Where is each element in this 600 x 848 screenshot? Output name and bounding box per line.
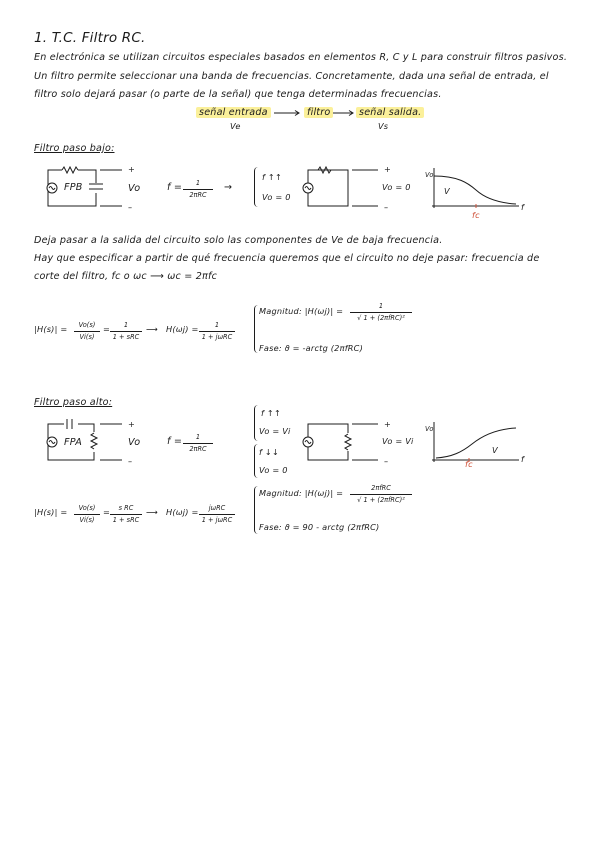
lp-mag-num: 1 bbox=[350, 301, 412, 313]
hp-tf-frac-1-num: Vo(s) bbox=[74, 503, 100, 515]
hp-tf-frac-3-den: 1 + jωRC bbox=[201, 516, 233, 524]
lp-tf-frac-2-den: 1 + sRC bbox=[112, 333, 140, 341]
hp-cutoff-num: 1 bbox=[183, 432, 213, 444]
lp-plus: + bbox=[128, 164, 136, 174]
lp-cutoff-lhs: f = bbox=[167, 182, 183, 193]
intro-line-3: filtro solo dejará pasar (o parte de la señal) que tenga determinadas frecuencias. bbox=[34, 89, 442, 100]
hp-tf-frac-1-den: Vi(s) bbox=[79, 516, 95, 524]
lp-arrow: → bbox=[224, 182, 233, 193]
hp-minus: – bbox=[128, 456, 133, 466]
lp-right-minus: – bbox=[384, 202, 389, 212]
hp-circuit-right-diagram bbox=[303, 424, 378, 460]
flow-filter: filtro bbox=[304, 107, 333, 118]
low-pass-heading: Filtro paso bajo: bbox=[34, 143, 115, 154]
hp-graph-fc: fc bbox=[465, 459, 473, 469]
lp-tf-frac-2-num: 1 bbox=[110, 320, 142, 332]
lp-mag-den: √ 1 + (2πfRC)² bbox=[357, 314, 405, 322]
lp-circuit-diagram bbox=[47, 164, 122, 206]
hp-graph-ylabel: Vo bbox=[425, 425, 434, 433]
hp-cutoff-lhs: f = bbox=[167, 436, 183, 447]
hp-mag-label: Magnitud: |H(ωj)| = bbox=[259, 488, 344, 498]
hp-tf-lhs: |H(s)| = bbox=[34, 507, 68, 517]
hp-plus: + bbox=[128, 419, 136, 429]
high-pass-heading: Filtro paso alto: bbox=[34, 397, 113, 408]
hp-out-label: Vo bbox=[128, 437, 141, 448]
hp-tf-hw: H(ωj) = bbox=[166, 507, 199, 517]
lp-tf-frac-1-den: Vi(s) bbox=[79, 333, 95, 341]
lp-graph-curve-label: V bbox=[444, 186, 450, 196]
hp-graph-xlabel: f bbox=[521, 454, 525, 464]
hp-cond1-line-1: f ↑↑ bbox=[261, 408, 282, 418]
hp-tf-eq: = bbox=[103, 507, 111, 517]
lp-mag-label: Magnitud: |H(ωj)| = bbox=[259, 306, 344, 316]
lp-cutoff-den: 2πRC bbox=[189, 191, 207, 199]
intro-line-1: En electrónica se utilizan circuitos especiales basados en elementos R, C y L para construir filtros pasivos. bbox=[34, 52, 568, 63]
hp-mag-den: √ 1 + (2πfRC)² bbox=[357, 496, 405, 504]
lp-tf-frac-1-num: Vo(s) bbox=[74, 320, 100, 332]
hp-cond1-line-2: Vo = Vi bbox=[259, 426, 291, 436]
lp-out-label: Vo bbox=[128, 183, 141, 194]
lp-out-value: Vo = 0 bbox=[382, 182, 411, 192]
intro-line-2: Un filtro permite seleccionar una banda de frecuencias. Concretamente, dada una señal de entrada, el bbox=[34, 71, 549, 82]
lp-phase: Fase: ϑ = -arctg (2πfRC) bbox=[259, 343, 363, 353]
hp-cutoff-den: 2πRC bbox=[189, 445, 207, 453]
lp-graph-ylabel: Vo bbox=[425, 171, 434, 179]
hp-cond2-line-1: f ↓↓ bbox=[259, 447, 280, 457]
flow-arrow-1 bbox=[274, 111, 299, 116]
lp-right-plus: + bbox=[384, 164, 392, 174]
lp-tf-lhs: |H(s)| = bbox=[34, 324, 68, 334]
hp-out-value: Vo = Vi bbox=[382, 436, 414, 446]
lp-graph-fc: fc bbox=[472, 210, 480, 220]
hp-graph-curve-label: V bbox=[492, 445, 498, 455]
lp-tf-hw: H(ωj) = bbox=[166, 324, 199, 334]
lp-desc-1: Deja pasar a la salida del circuito solo las componentes de Ve de baja frecuencia. bbox=[34, 235, 443, 246]
hp-circuit-diagram bbox=[47, 418, 122, 460]
hp-right-plus: + bbox=[384, 419, 392, 429]
lp-tf-frac-3-den: 1 + jωRC bbox=[201, 333, 233, 341]
hp-graph bbox=[432, 422, 519, 462]
lp-minus: – bbox=[128, 202, 133, 212]
lp-desc-3: corte del filtro, fc o ωc ⟶ ωc = 2πfc bbox=[34, 271, 218, 282]
flow-output-symbol: Vs bbox=[378, 121, 389, 131]
lp-circuit-label: FPB bbox=[64, 182, 83, 193]
hp-tf-frac-2-den: 1 + sRC bbox=[112, 516, 140, 524]
lp-desc-2: Hay que especificar a partir de qué frecuencia queremos que el circuito no deje pasar: frecuencia de bbox=[34, 253, 540, 264]
hp-right-minus: – bbox=[384, 456, 389, 466]
page-title: 1. T.C. Filtro RC. bbox=[34, 30, 146, 46]
hp-phase: Fase: ϑ = 90 - arctg (2πfRC) bbox=[259, 522, 380, 532]
hp-cond2-line-2: Vo = 0 bbox=[259, 465, 288, 475]
hp-tf-arrow: ⟶ bbox=[146, 507, 158, 517]
flow-output: señal salida. bbox=[356, 107, 424, 118]
lp-cond-line-1: f ↑↑ bbox=[262, 172, 283, 182]
flow-input-symbol: Ve bbox=[230, 121, 241, 131]
lp-tf-frac-3-num: 1 bbox=[199, 320, 235, 332]
hp-circuit-label: FPA bbox=[64, 437, 82, 448]
lp-tf-arrow: ⟶ bbox=[146, 324, 158, 334]
lp-tf-eq: = bbox=[103, 324, 111, 334]
hp-mag-num: 2πfRC bbox=[350, 483, 412, 495]
lp-graph bbox=[432, 168, 519, 208]
hp-tf-frac-2-num: s RC bbox=[110, 503, 142, 515]
lp-cutoff-num: 1 bbox=[183, 178, 213, 190]
lp-cond-line-2: Vo = 0 bbox=[262, 192, 291, 202]
flow-input: señal entrada bbox=[196, 107, 271, 118]
lp-graph-xlabel: f bbox=[521, 202, 525, 212]
hp-tf-frac-3-num: jωRC bbox=[199, 503, 235, 515]
lp-circuit-right-diagram bbox=[303, 167, 378, 206]
flow-arrow-2 bbox=[333, 111, 353, 116]
